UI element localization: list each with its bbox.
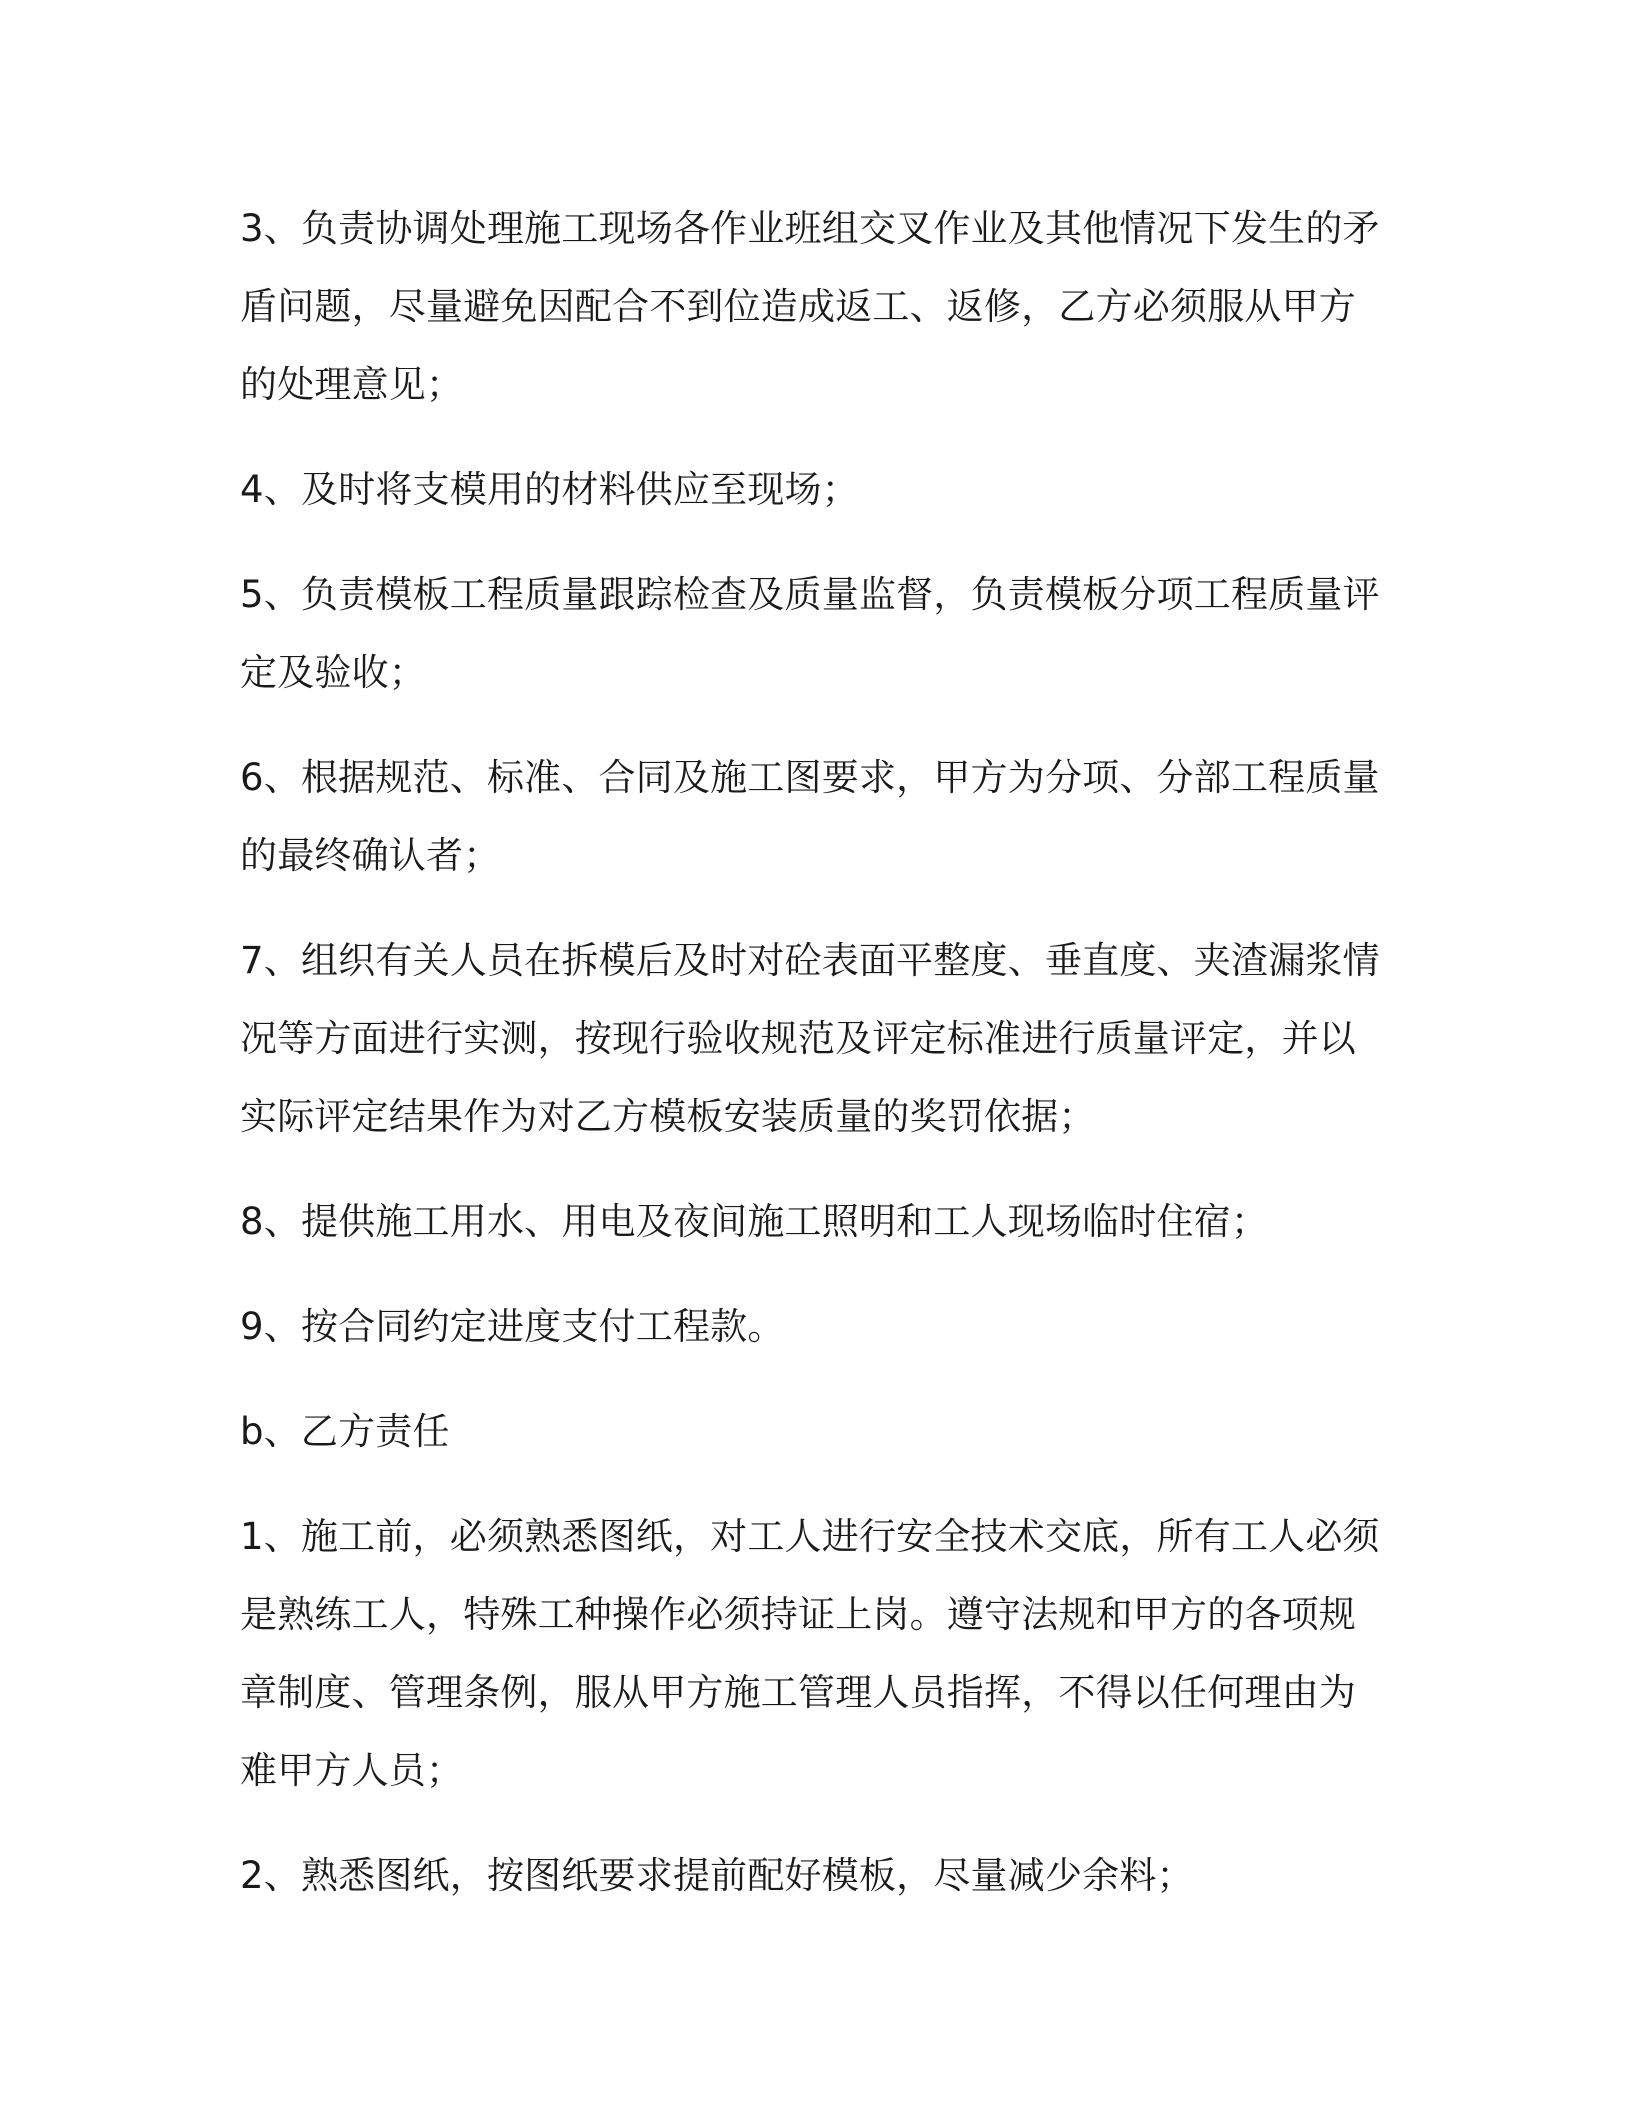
- paragraph-b-item-2: 2、熟悉图纸，按图纸要求提前配好模板，尽量减少余料；: [240, 1854, 1194, 1897]
- paragraph-item-6: 6、根据规范、标准、合同及施工图要求，甲方为分项、分部工程质量的最终确认者；: [240, 756, 1380, 877]
- paragraph-item-9: 9、按合同约定进度支付工程款。: [240, 1305, 785, 1348]
- document-page: [240, 190, 1390, 1942]
- paragraph-item-8: 8、提供施工用水、用电及夜间施工照明和工人现场临时住宿；: [240, 1200, 1269, 1243]
- paragraph-b-item-1: 1、施工前，必须熟悉图纸，对工人进行安全技术交底，所有工人必须是熟练工人，特殊工种操作必须持证上岗。遵守法规和甲方的各项规章制度、管理条例，服从甲方施工管理人员指挥，不得以任何理由为难甲方人员；: [240, 1515, 1380, 1792]
- paragraph-item-3: 3、负责协调处理施工现场各作业班组交叉作业及其他情况下发生的矛盾问题，尽量避免因配合不到位造成返工、返修，乙方必须服从甲方的处理意见；: [240, 207, 1380, 406]
- section-heading-party-b: b、乙方责任: [240, 1410, 450, 1453]
- paragraph-item-4: 4、及时将支模用的材料供应至现场；: [240, 468, 859, 511]
- paragraph-item-5: 5、负责模板工程质量跟踪检查及质量监督，负责模板分项工程质量评定及验收；: [240, 573, 1380, 694]
- paragraph-item-7: 7、组织有关人员在拆模后及时对砼表面平整度、垂直度、夹渣漏浆情况等方面进行实测，按现行验收规范及评定标准进行质量评定，并以实际评定结果作为对乙方模板安装质量的奖罚依据；: [240, 939, 1380, 1138]
